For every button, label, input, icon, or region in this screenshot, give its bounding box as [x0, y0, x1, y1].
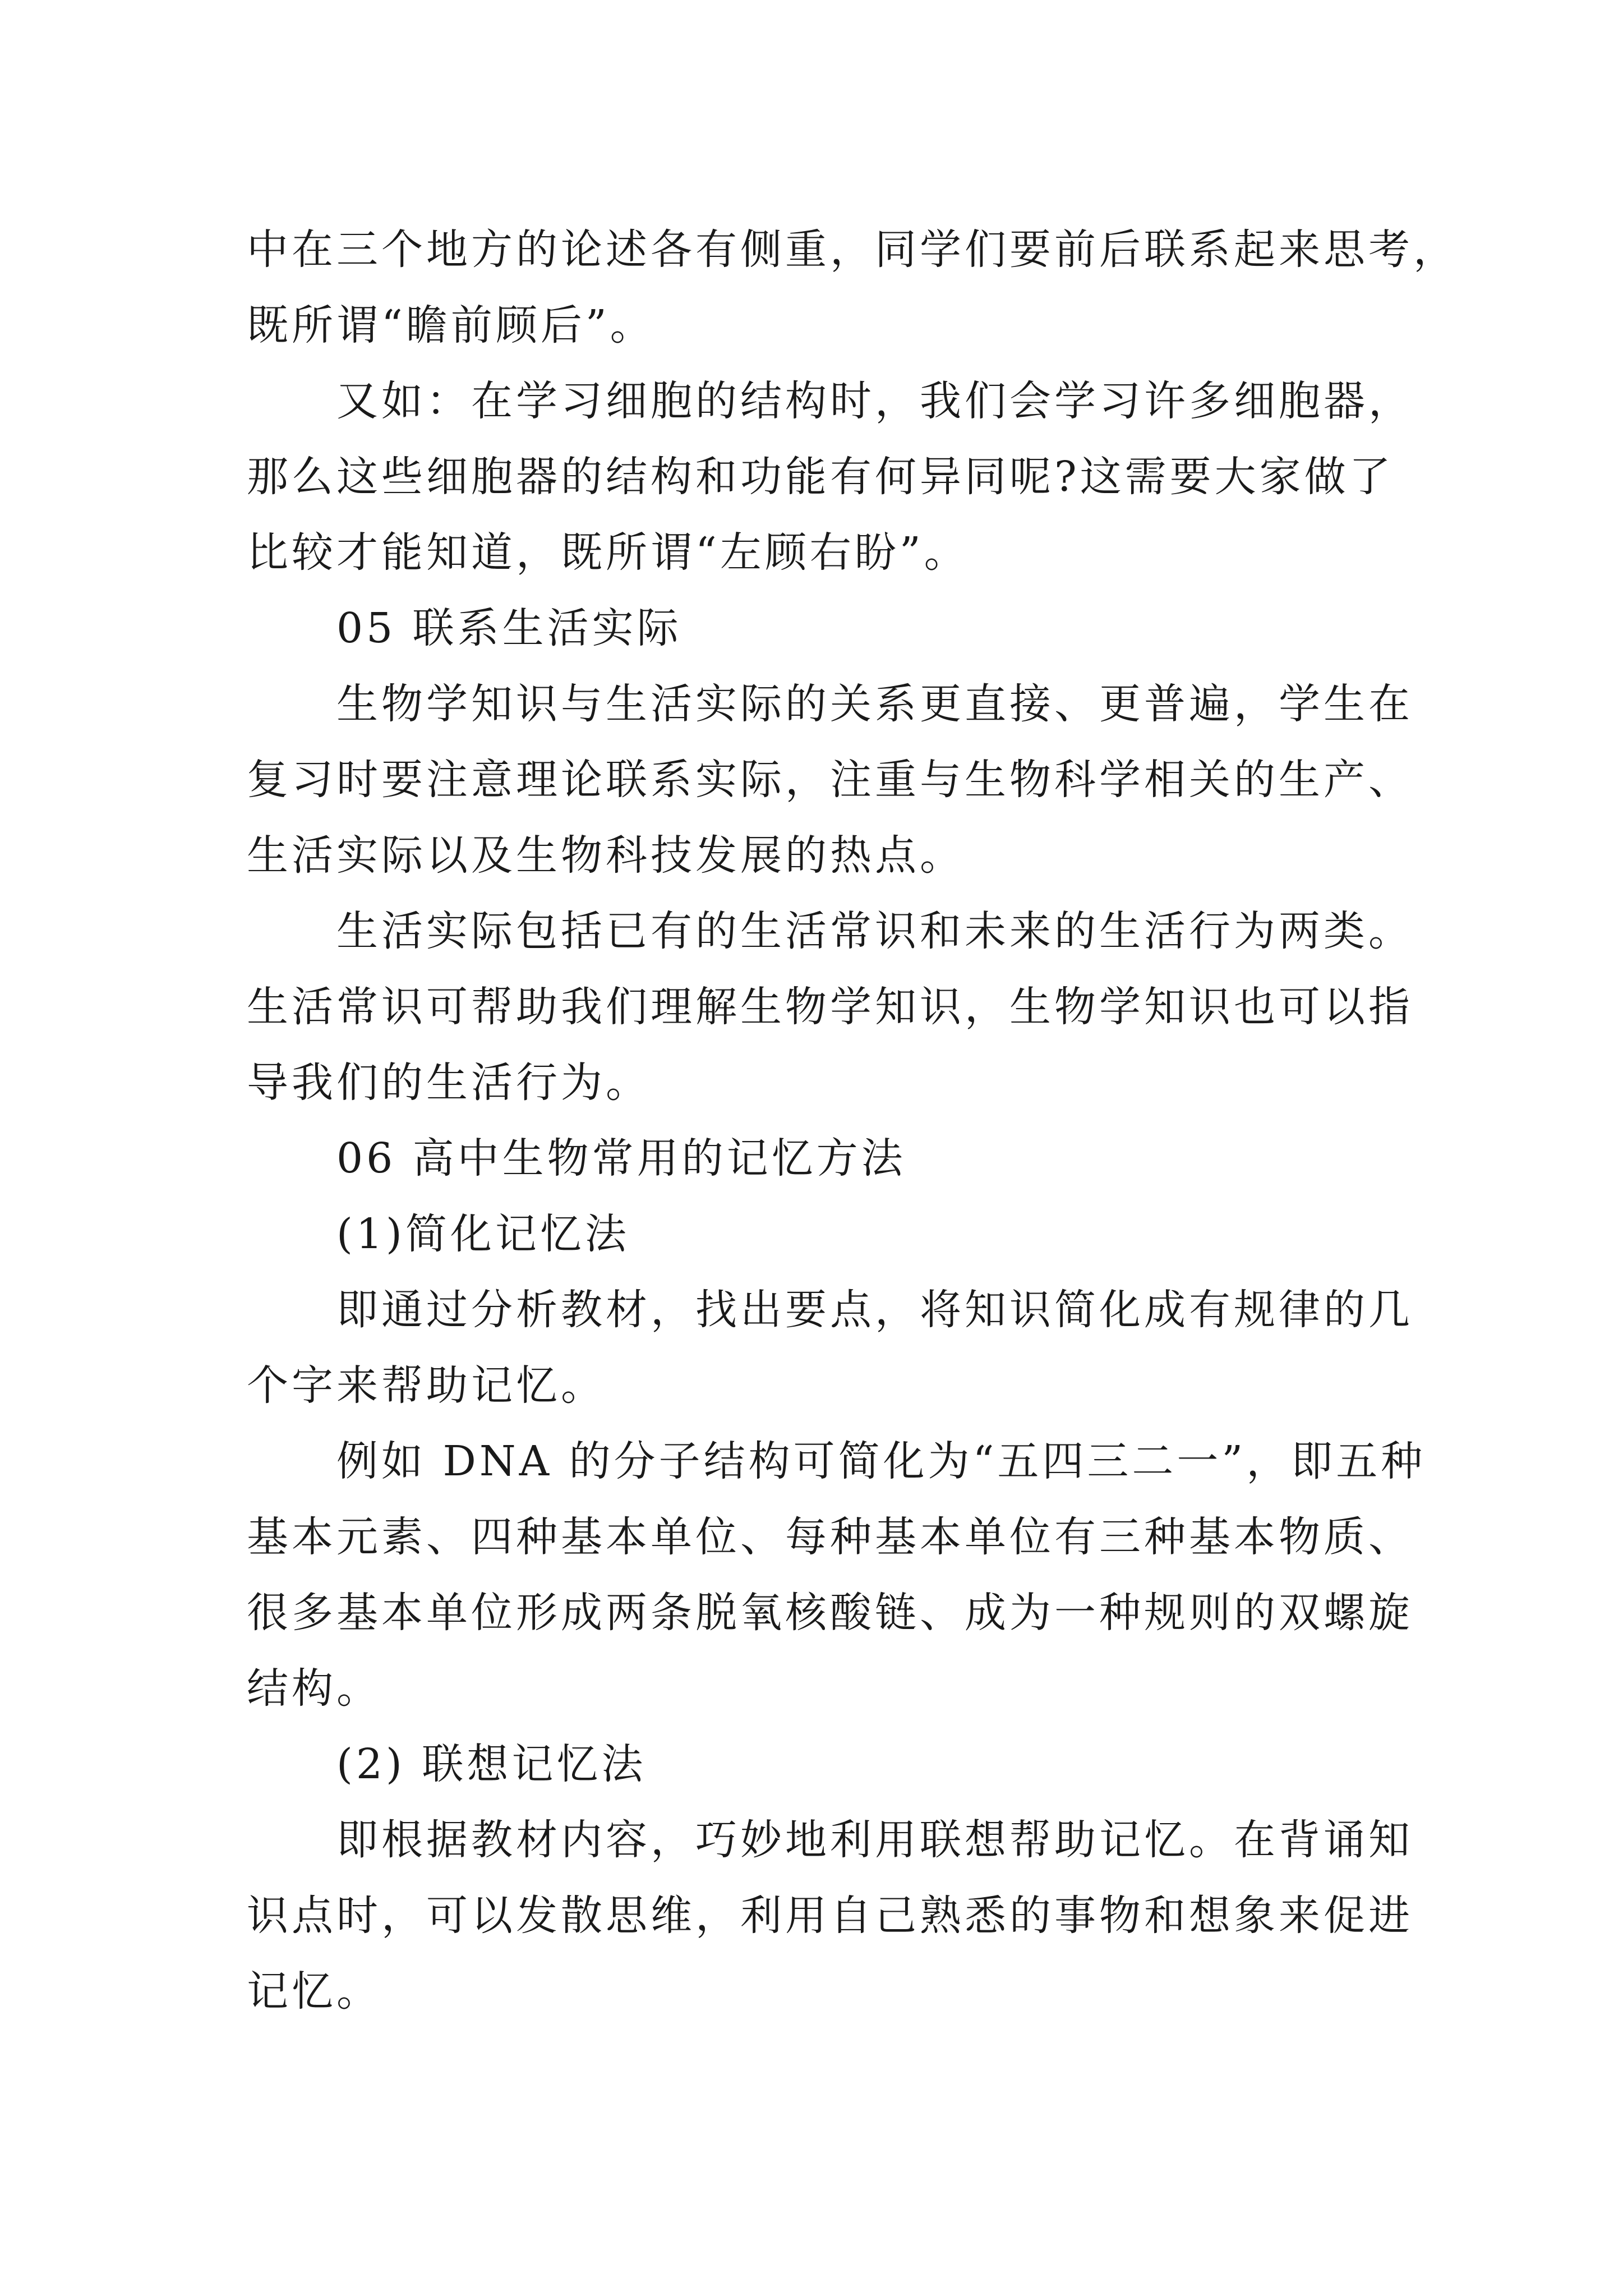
text-line: 基本元素、四种基本单位、每种基本单位有三种基本物质、 — [247, 1513, 1413, 1561]
text-line: 记忆。 — [247, 1967, 381, 2016]
text-line: 生物学知识与生活实际的关系更直接、更普遍，学生在 — [336, 680, 1413, 728]
text-line: 生活常识可帮助我们理解生物学知识，生物学知识也可以指 — [247, 983, 1413, 1031]
text-line: 既所谓“瞻前顾后”。 — [247, 301, 655, 349]
text-line: 复习时要注意理论联系实际，注重与生物科学相关的生产、 — [247, 756, 1413, 804]
subsection-heading: (1)简化记忆法 — [336, 1210, 630, 1258]
text-line: 生活实际以及生物科技发展的热点。 — [247, 831, 965, 880]
section-heading: 05 联系生活实际 — [336, 604, 682, 652]
text-line: 导我们的生活行为。 — [247, 1059, 651, 1107]
text-line: 很多基本单位形成两条脱氧核酸链、成为一种规则的双螺旋 — [247, 1589, 1413, 1637]
text-line: 即根据教材内容，巧妙地利用联想帮助记忆。在背诵知 — [336, 1816, 1413, 1864]
text-line: 个字来帮助记忆。 — [247, 1361, 606, 1410]
text-line: 中在三个地方的论述各有侧重，同学们要前后联系起来思考， — [247, 226, 1458, 274]
subsection-heading: (2) 联想记忆法 — [336, 1740, 647, 1788]
text-line: 识点时，可以发散思维，利用自己熟悉的事物和想象来促进 — [247, 1892, 1413, 1940]
text-line: 即通过分析教材，找出要点，将知识简化成有规律的几 — [336, 1286, 1413, 1334]
text-line: 那么这些细胞器的结构和功能有何异同呢?这需要大家做了 — [247, 453, 1394, 501]
text-line: 比较才能知道，既所谓“左顾右盼”。 — [247, 528, 969, 577]
text-line: 又如：在学习细胞的结构时，我们会学习许多细胞器， — [336, 377, 1413, 425]
text-line: 例如 DNA 的分子结构可简化为“五四三二一”，即五种 — [336, 1437, 1426, 1485]
text-line: 生活实际包括已有的生活常识和未来的生活行为两类。 — [336, 907, 1413, 955]
text-line: 结构。 — [247, 1664, 381, 1713]
section-heading: 06 高中生物常用的记忆方法 — [336, 1134, 906, 1182]
